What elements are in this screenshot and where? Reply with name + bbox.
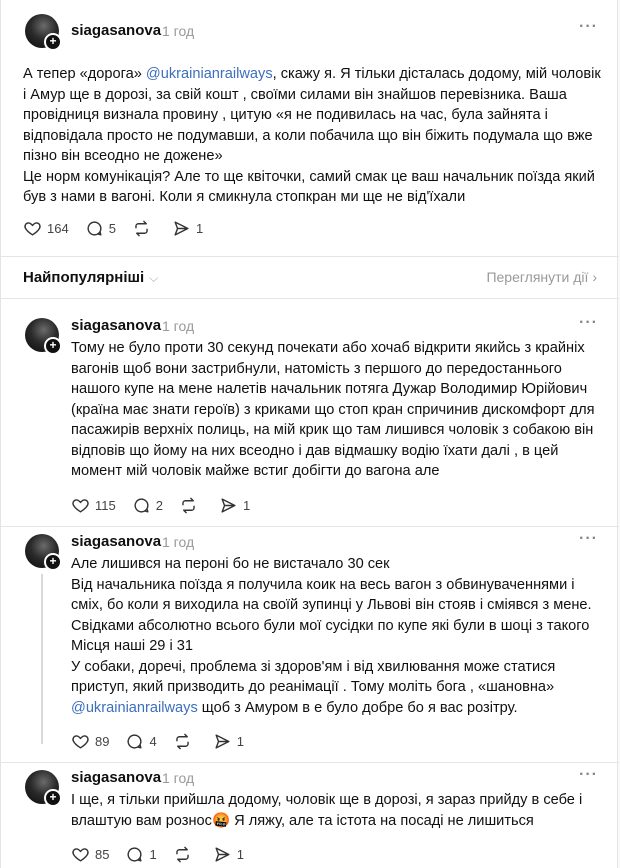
view-activity-link[interactable] — [486, 269, 597, 285]
divider — [1, 298, 619, 299]
heart-icon — [71, 496, 90, 515]
reply-username[interactable]: siagasanova — [71, 533, 162, 550]
repost-icon — [173, 732, 192, 751]
avatar[interactable] — [25, 318, 59, 352]
post-time: 1 год — [162, 23, 195, 39]
angry-emoji: 🤬 — [211, 812, 231, 829]
sort-label: Найпопулярніші — [23, 269, 145, 286]
more-dots-icon[interactable]: ··· — [579, 314, 598, 331]
reply-text-part: Я ляжу, але та істота на посаді не лишиться — [230, 812, 534, 829]
divider — [1, 256, 619, 257]
like-count: 85 — [95, 846, 110, 862]
reply-button[interactable] — [125, 845, 156, 864]
avatar[interactable] — [25, 770, 59, 804]
mention-link[interactable]: @ukrainianrailways — [71, 699, 198, 716]
divider — [1, 762, 619, 763]
reply-count: 4 — [149, 733, 157, 749]
reply-time: 1 год — [162, 534, 195, 550]
reply-actions — [71, 844, 260, 864]
reply-username[interactable]: siagasanova — [71, 769, 162, 786]
post-text-part: А тепер «дорога» — [23, 66, 146, 82]
reply-text-part: щоб з Амуром в е було добре бо я вас розітру. — [197, 699, 518, 716]
comment-icon — [85, 219, 104, 238]
reply-actions — [71, 495, 266, 515]
share-button[interactable] — [213, 732, 244, 751]
reply-count: 1 — [149, 846, 157, 862]
avatar[interactable] — [25, 534, 59, 568]
repost-button[interactable] — [132, 219, 156, 238]
reply-count: 2 — [155, 497, 163, 513]
reply-button[interactable] — [125, 732, 156, 751]
reply-text-part: Від начальника поїзда я получила коик на весь вагон з обвинуваченнями і сміх, бо коли я виходила на своїй зупинці у Львові він стояв і сміявся з мене. Свідками абсолютно всього були мої сусідки по купе які були в шоці з такого Місця наші 29 і 31 — [71, 576, 592, 654]
reply-time: 1 год — [162, 770, 195, 786]
thread-line — [41, 574, 43, 744]
follow-plus-icon[interactable]: + — [44, 33, 62, 51]
sort-dropdown[interactable] — [23, 269, 158, 286]
repost-button[interactable] — [173, 845, 197, 864]
heart-icon — [23, 219, 42, 238]
avatar[interactable] — [25, 14, 59, 48]
follow-plus-icon[interactable]: + — [44, 789, 62, 807]
reply-time: 1 год — [162, 318, 195, 334]
post-text-part: Це норм комунікація? Але то ще квіточки, самий смак це ваш начальник поїзда який був з нами в вагоні. Коли я смикнула стопкран ми ще не від'їхали — [23, 168, 595, 205]
post-text — [23, 64, 603, 208]
post-text-part: , скажу я. Я тільки дісталась додому, мій чоловік і Амур ще в дорозі, за свій кошт , своїми силами він знайшов перевізника. Ваша провідниця визнала провину , цитую «я не подивилась на час, була зайнята і відповідала просто не подумавши, а коли побачила що він біжить подумала що вже пізно він всеодно не дожене» — [23, 66, 601, 164]
comment-icon — [125, 845, 144, 864]
reply-count: 5 — [108, 220, 116, 236]
mention-link[interactable]: @ukrainianrailways — [145, 66, 273, 82]
like-button[interactable] — [71, 496, 116, 515]
reply-actions — [71, 731, 260, 751]
reply-text-part: Але лишився на пероні бо не вистачало 30 сек — [71, 556, 390, 572]
post-actions — [23, 218, 219, 238]
chevron-right-icon: › — [592, 269, 597, 285]
reply-username[interactable]: siagasanova — [71, 317, 162, 334]
comment-icon — [125, 732, 144, 751]
share-count: 1 — [236, 733, 244, 749]
reply-text-part: І ще, я тільки прийшла додому, чоловік ще в дорозі, я зараз прийду в себе і влаштую вам рознос — [71, 792, 583, 829]
send-icon — [213, 845, 232, 864]
share-count: 1 — [242, 497, 251, 513]
post-username[interactable]: siagasanova — [71, 22, 162, 39]
repost-button[interactable] — [173, 732, 197, 751]
comment-icon — [132, 496, 151, 515]
reply-text: Тому не було проти 30 секунд почекати або хочаб відкрити якийсь з крайніх вагонів щоб вони застрибнули, натомість з першого до передостаннього нашого купе на мене налетів начальник потяга Дужар Володимир Юрійович (країна має знати героїв) з криками що стоп кран спричинив дискомфорт для пасажирів верхніх полиць, на мій крик що там лишився чоловік з собакою він відповів що йому на них всеодно і дав відмашку водію їхати далі , в цей момент мій чоловік майже встиг добігти до вагона але — [71, 340, 595, 479]
repost-icon — [173, 845, 192, 864]
share-count: 1 — [236, 846, 244, 862]
like-count: 89 — [95, 733, 110, 749]
share-count: 1 — [195, 220, 204, 236]
send-icon — [172, 219, 191, 238]
heart-icon — [71, 732, 90, 751]
like-button[interactable] — [71, 732, 109, 751]
divider — [1, 526, 619, 527]
repost-icon — [132, 219, 151, 238]
follow-plus-icon[interactable]: + — [44, 337, 62, 355]
share-button[interactable] — [172, 219, 203, 238]
share-button[interactable] — [219, 496, 250, 515]
more-dots-icon[interactable]: ··· — [579, 530, 598, 547]
share-button[interactable] — [213, 845, 244, 864]
reply-text-part: У собаки, доречі, проблема зі здоров'ям і від хвилювання може статися приступ, який призводить до реанімації . Тому моліть бога , «шановна» — [71, 658, 556, 695]
like-button[interactable] — [23, 219, 69, 238]
repost-icon — [179, 496, 198, 515]
send-icon — [213, 732, 232, 751]
view-activity-label: Переглянути дії — [486, 269, 589, 285]
chevron-down-icon: ⌵ — [149, 271, 159, 285]
sort-bar — [1, 258, 619, 298]
send-icon — [219, 496, 238, 515]
heart-icon — [71, 845, 90, 864]
reply-button[interactable] — [85, 219, 116, 238]
like-count: 115 — [95, 497, 116, 513]
reply-text — [71, 790, 601, 831]
reply-button[interactable] — [132, 496, 163, 515]
repost-button[interactable] — [179, 496, 203, 515]
more-dots-icon[interactable]: ··· — [579, 18, 598, 35]
more-dots-icon[interactable]: ··· — [579, 766, 598, 783]
reply-text — [71, 554, 601, 718]
follow-plus-icon[interactable]: + — [44, 553, 62, 571]
like-button[interactable] — [71, 845, 109, 864]
like-count: 164 — [47, 220, 69, 236]
